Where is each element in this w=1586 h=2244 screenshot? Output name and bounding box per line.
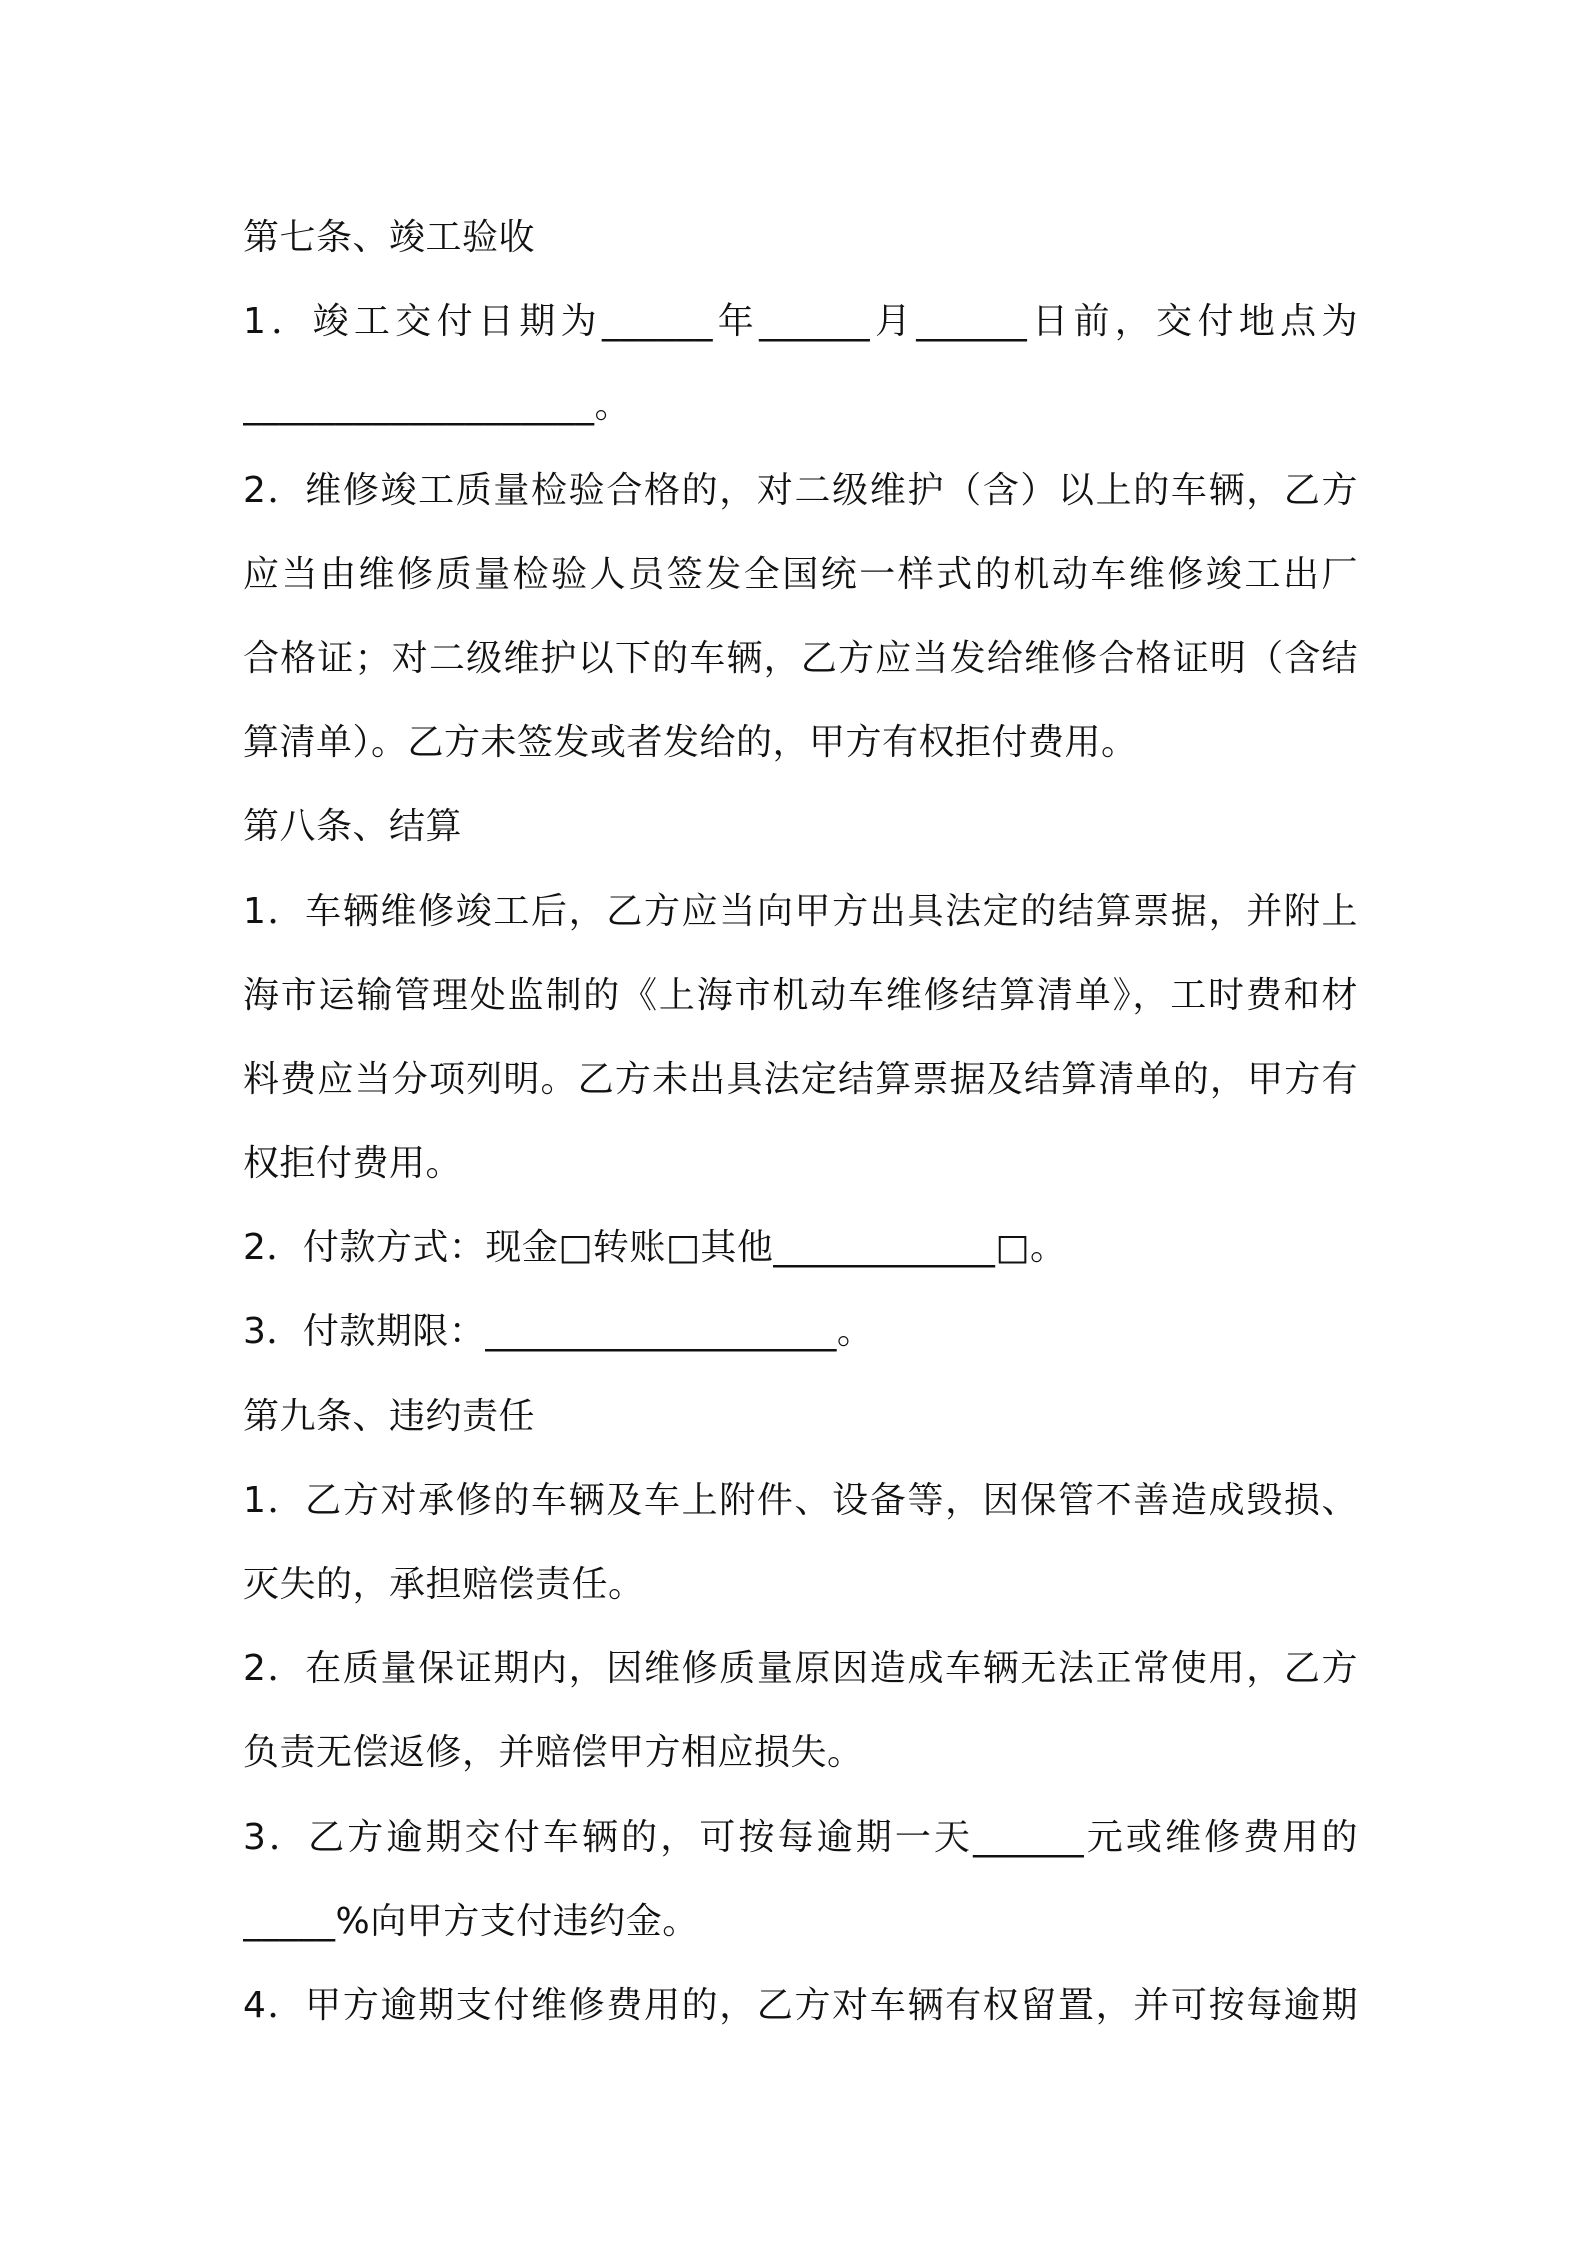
article-7-clause-2-line-4: 算清单）。乙方未签发或者发给的，甲方有权拒付费用。 (243, 722, 1138, 764)
article-8-clause-3: 3．付款期限：___________________。 (243, 1311, 874, 1353)
article-9-heading: 第九条、违约责任 (243, 1395, 536, 1437)
article-8-heading: 第八条、结算 (243, 806, 463, 848)
article-9-clause-2-line-1: 2．在质量保证期内，因维修质量原因造成车辆无法正常使用，乙方 (243, 1648, 1358, 1690)
article-8-clause-1-line-1: 1．车辆维修竣工后，乙方应当向甲方出具法定的结算票据，并附上 (243, 890, 1358, 932)
article-7-clause-1-line-2: ___________________。 (243, 385, 631, 427)
article-7-clause-1-line-1: 1．竣工交付日期为______年______月______日前，交付地点为 (243, 301, 1358, 343)
article-9-clause-1-line-1: 1．乙方对承修的车辆及车上附件、设备等，因保管不善造成毁损、 (243, 1479, 1358, 1521)
article-8-clause-2: 2．付款方式：现金□转账□其他____________□。 (243, 1227, 1067, 1269)
article-7-clause-2-line-2: 应当由维修质量检验人员签发全国统一样式的机动车维修竣工出厂 (243, 553, 1358, 595)
document-body (243, 196, 1358, 2048)
article-9-clause-3-line-1: 3．乙方逾期交付车辆的，可按每逾期一天______元或维修费用的 (243, 1816, 1358, 1858)
article-8-clause-1-line-4: 权拒付费用。 (243, 1143, 463, 1185)
article-9-clause-3-line-2: _____%向甲方支付违约金。 (243, 1900, 699, 1942)
article-9-clause-1-line-2: 灭失的，承担赔偿责任。 (243, 1564, 645, 1605)
article-9-clause-2-line-2: 负责无偿返修，并赔偿甲方相应损失。 (243, 1732, 864, 1774)
article-7-clause-2-line-3: 合格证；对二级维护以下的车辆，乙方应当发给维修合格证明（含结 (243, 637, 1358, 679)
article-8-clause-1-line-2: 海市运输管理处监制的《上海市机动车维修结算清单》，工时费和材 (243, 974, 1358, 1016)
article-8-clause-1-line-3: 料费应当分项列明。乙方未出具法定结算票据及结算清单的，甲方有 (243, 1058, 1358, 1100)
article-7-clause-2-line-1: 2．维修竣工质量检验合格的，对二级维护（含）以上的车辆，乙方 (243, 469, 1358, 511)
article-9-clause-4-line-1: 4．甲方逾期支付维修费用的，乙方对车辆有权留置，并可按每逾期 (243, 1984, 1358, 2026)
article-7-heading: 第七条、竣工验收 (243, 217, 536, 258)
